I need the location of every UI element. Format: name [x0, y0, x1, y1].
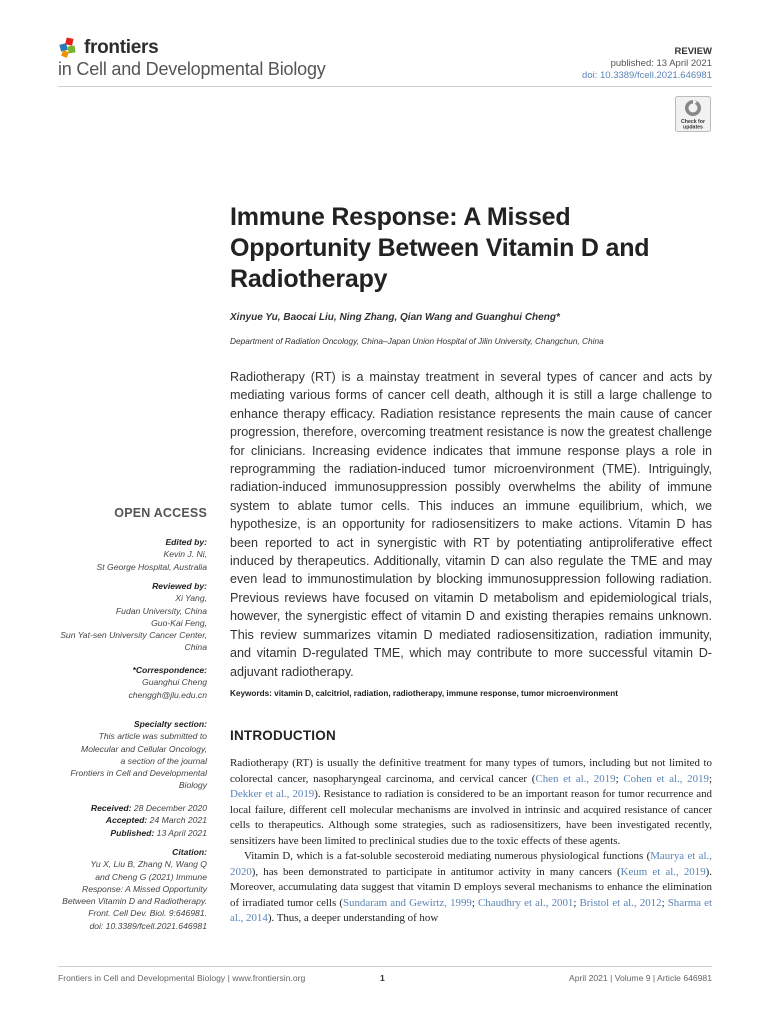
specialty-line: a section of the journal [120, 755, 207, 766]
text-run: Radiotherapy (RT) is usually the definitive treatment for many types of tumors, including but not limited to colorectal cancer, nasopharyngeal carcinoma, and cervical cancer ( [230, 757, 712, 785]
correspondence-block [58, 664, 207, 701]
reference-link[interactable]: Chaudhry et al., 2001 [478, 896, 574, 909]
page-number: 1 [380, 973, 385, 983]
reference-link[interactable]: Chen et al., 2019 [535, 772, 616, 785]
reviewer-affiliation: Fudan University, China [115, 605, 207, 616]
citation-line: Yu X, Liu B, Zhang N, Wang Q [90, 859, 207, 870]
specialty-line: Molecular and Cellular Oncology, [81, 743, 207, 754]
reference-link[interactable]: Cohen et al., 2019 [623, 772, 709, 785]
text-run: ; [708, 772, 712, 785]
reference-link[interactable]: Dekker et al., 2019 [230, 788, 315, 800]
doi-link[interactable]: doi: 10.3389/fcell.2021.646981 [582, 70, 712, 81]
footer-issue: April 2021 | Volume 9 | Article 646981 [568, 973, 712, 983]
citation-line: Response: A Missed Opportunity [82, 883, 207, 894]
text-run: ). Thus, a deeper understanding of how [267, 912, 439, 924]
text-run: ). Moreover, accumulating data suggest that vitamin D employs several mechanisms to enhance the elimination of irradiated tumor cells ( [230, 865, 713, 909]
citation-block [58, 846, 207, 932]
specialty-line: Frontiers in Cell and Developmental [70, 768, 207, 779]
header-divider [58, 86, 712, 87]
specialty-label: Specialty section: [133, 719, 207, 729]
article-type: REVIEW [674, 46, 712, 57]
correspondence-email[interactable]: chenggh@jlu.edu.cn [128, 689, 207, 700]
specialty-line: Biology [178, 780, 207, 791]
author-list[interactable]: Xinyue Yu, Baocai Liu, Ning Zhang, Qian Wang and Guanghui Cheng* [230, 312, 560, 323]
citation-doi[interactable]: doi: 10.3389/fcell.2021.646981 [89, 920, 207, 931]
text-run: ; [573, 896, 580, 909]
reference-link[interactable]: Sharma et al., 2014 [230, 896, 713, 924]
citation-label: Citation: [172, 847, 207, 857]
badge-line2: updates [683, 124, 703, 131]
keywords-list: vitamin D, calcitriol, radiation, radiotherapy, immune response, tumor microenvironment [274, 689, 618, 698]
reviewers-block [58, 580, 207, 654]
paragraph [230, 756, 712, 849]
text-run: Vitamin D, which is a fat-soluble secosteroid mediating numerous physiological functions ( [244, 850, 651, 862]
specialty-line: This article was submitted to [98, 731, 207, 742]
edited-by-label: Edited by: [165, 537, 207, 547]
paragraph [230, 849, 712, 927]
article-title: Immune Response: A Missed Opportunity Between Vitamin D and Radiotherapy [230, 203, 650, 293]
text-run: ). Resistance to radiation is considered to be an important reason for tumor recurrence and local failure, different cell molecular mechanisms are involved in intrinsic and acquired resistance of cancer cells to therapeutics. Although some strategies, such as radiosensitizers, have been investigated recently, sensitizers have been limited to preclinical studies due to the toxic effects of these agents. [230, 788, 712, 847]
affiliation: Department of Radiation Oncology, China–Japan Union Hospital of Jilin University, Changchun, China [230, 336, 604, 346]
reviewer-name[interactable]: Xi Yang, [175, 593, 207, 604]
article-meta [582, 46, 712, 82]
footer-journal[interactable]: Frontiers in Cell and Developmental Biology | www.frontiersin.org [58, 973, 306, 983]
journal-name: in Cell and Developmental Biology [58, 59, 326, 79]
footer-divider [58, 966, 712, 967]
badge-line1: Check for [681, 119, 705, 125]
reference-link[interactable]: Bristol et al., 2012 [579, 896, 662, 909]
specialty-block [58, 718, 207, 792]
citation-line: Front. Cell Dev. Biol. 9:646981. [88, 908, 207, 919]
keywords-label: Keywords: [230, 689, 272, 698]
reviewed-by-label: Reviewed by: [152, 581, 207, 591]
reviewer-affiliation: China [184, 642, 207, 653]
published-date-side: 13 April 2021 [156, 827, 207, 838]
correspondence-name: Guanghui Cheng [142, 677, 207, 688]
abstract: Radiotherapy (RT) is a mainstay treatment in several types of cancer and acts by mediating various forms of cancer cell death, although it is still a large challenge to enhance therapy efficacy. Radiation resistance represents the main cause of cancer progression, therefore, overcoming treatment resistance is now the greatest challenge for clinicians. Increasing evidence indicates that immune response plays a role in reprogramming the radiation-induced tumor microenvironment (TME). Intriguingly, radiation-induced immunosuppression possibly overwhelms the ability of immune system to ablate tumor cells. This induces an immune equilibrium, which, we hypothesize, is an opportunity for radiosensitizers to make actions. Vitamin D has been reported to act in synergistic with RT by potentiating antiproliferative effect induced by therapeutics. Additionally, vitamin D can also regulate the TME and may even lead to immunostimulation by blocking immunosuppression following radiation. Previous reviews have focused on vitamin D metabolism and epidemiological trials, however, the synergistic effect of vitamin D and existing therapies remains unknown. This review summarizes vitamin D mediated radiosensitization, radiation immunity, and vitamin D-regulated TME, which may contribute to more successful vitamin D-adjuvant radiotherapy. [230, 370, 712, 679]
open-access-label: OPEN ACCESS [114, 506, 207, 520]
introduction-body [230, 756, 712, 927]
check-for-updates-icon[interactable] [675, 96, 711, 132]
editor-affiliation: St George Hospital, Australia [96, 561, 207, 572]
section-heading-introduction: INTRODUCTION [230, 728, 336, 743]
correspondence-label: *Correspondence: [132, 665, 207, 675]
published-date: published: 13 April 2021 [610, 58, 712, 69]
published-label: Published: [110, 827, 155, 838]
dates-block [58, 802, 207, 839]
keywords [230, 689, 712, 698]
citation-line: and Cheng G (2021) Immune [95, 871, 207, 882]
text-run: ; [661, 896, 668, 909]
accepted-date: 24 March 2021 [149, 815, 207, 826]
text-run: ; [615, 772, 624, 785]
received-date: 28 December 2020 [133, 803, 207, 813]
reviewer-name[interactable]: Guo-Kai Feng, [151, 617, 207, 628]
frontiers-logo-icon [58, 36, 82, 60]
editor-name[interactable]: Kevin J. Ni, [163, 549, 207, 560]
citation-line: Between Vitamin D and Radiotherapy. [62, 896, 207, 907]
text-run: ), has been demonstrated to participate in antitumor activity in many cancers ( [251, 865, 621, 878]
accepted-label: Accepted: [105, 815, 148, 826]
reference-link[interactable]: Keum et al., 2019 [620, 865, 706, 878]
reference-link[interactable]: Sundaram and Gewirtz, 1999 [342, 896, 472, 909]
received-label: Received: [90, 803, 132, 813]
reference-link[interactable]: Maurya et al., 2020 [230, 850, 712, 878]
reviewer-affiliation: Sun Yat-sen University Cancer Center, [60, 630, 207, 641]
editor-block [58, 536, 207, 573]
text-run: ; [471, 896, 479, 909]
journal-brand[interactable]: frontiers [84, 37, 159, 58]
